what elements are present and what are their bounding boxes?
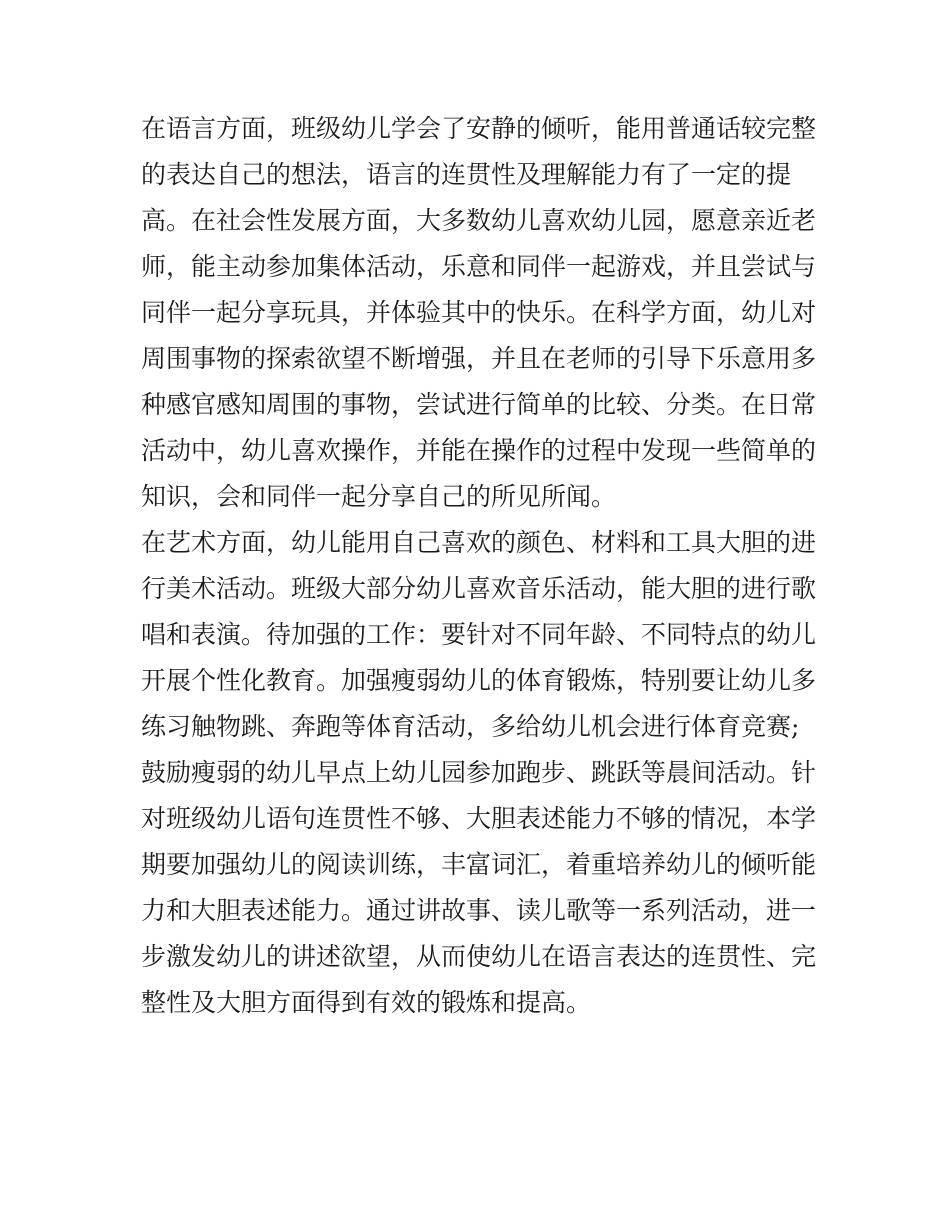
text-line-16: 对班级幼儿语句连贯性不够、大胆表述能力不够的情况，本学 xyxy=(141,804,817,833)
text-line-12: 唱和表演。待加强的工作：要针对不同年龄、不同特点的幼儿 xyxy=(141,620,817,649)
text-line-7: 种感官感知周围的事物，尝试进行简单的比较、分类。在日常 xyxy=(141,390,817,419)
text-line-4: 师，能主动参加集体活动，乐意和同伴一起游戏，并且尝试与 xyxy=(141,252,817,281)
text-line-14: 练习触物跳、奔跑等体育活动，多给幼儿机会进行体育竞赛; xyxy=(141,712,800,741)
text-line-13: 开展个性化教育。加强瘦弱幼儿的体育锻炼，特别要让幼儿多 xyxy=(141,666,817,695)
text-line-15: 鼓励瘦弱的幼儿早点上幼儿园参加跑步、跳跃等晨间活动。针 xyxy=(141,758,817,787)
text-line-6: 周围事物的探索欲望不断增强，并且在老师的引导下乐意用多 xyxy=(141,344,817,373)
text-line-19: 步激发幼儿的讲述欲望，从而使幼儿在语言表达的连贯性、完 xyxy=(141,942,817,971)
text-line-8: 活动中，幼儿喜欢操作，并能在操作的过程中发现一些简单的 xyxy=(141,436,817,465)
text-line-3: 高。在社会性发展方面，大多数幼儿喜欢幼儿园，愿意亲近老 xyxy=(141,206,817,235)
text-line-17: 期要加强幼儿的阅读训练，丰富词汇，着重培养幼儿的倾听能 xyxy=(141,850,817,879)
text-line-18: 力和大胆表述能力。通过讲故事、读儿歌等一系列活动，进一 xyxy=(141,896,817,925)
text-line-10: 在艺术方面，幼儿能用自己喜欢的颜色、材料和工具大胆的进 xyxy=(141,528,817,557)
text-line-20: 整性及大胆方面得到有效的锻炼和提高。 xyxy=(141,988,592,1017)
text-line-2: 的表达自己的想法，语言的连贯性及理解能力有了一定的提 xyxy=(141,160,792,189)
body-text xyxy=(141,106,821,1026)
text-line-1: 在语言方面，班级幼儿学会了安静的倾听，能用普通话较完整 xyxy=(141,114,817,143)
text-line-5: 同伴一起分享玩具，并体验其中的快乐。在科学方面，幼儿对 xyxy=(141,298,817,327)
text-line-9: 知识，会和同伴一起分享自己的所见所闻。 xyxy=(141,482,617,511)
text-line-11: 行美术活动。班级大部分幼儿喜欢音乐活动，能大胆的进行歌 xyxy=(141,574,817,603)
